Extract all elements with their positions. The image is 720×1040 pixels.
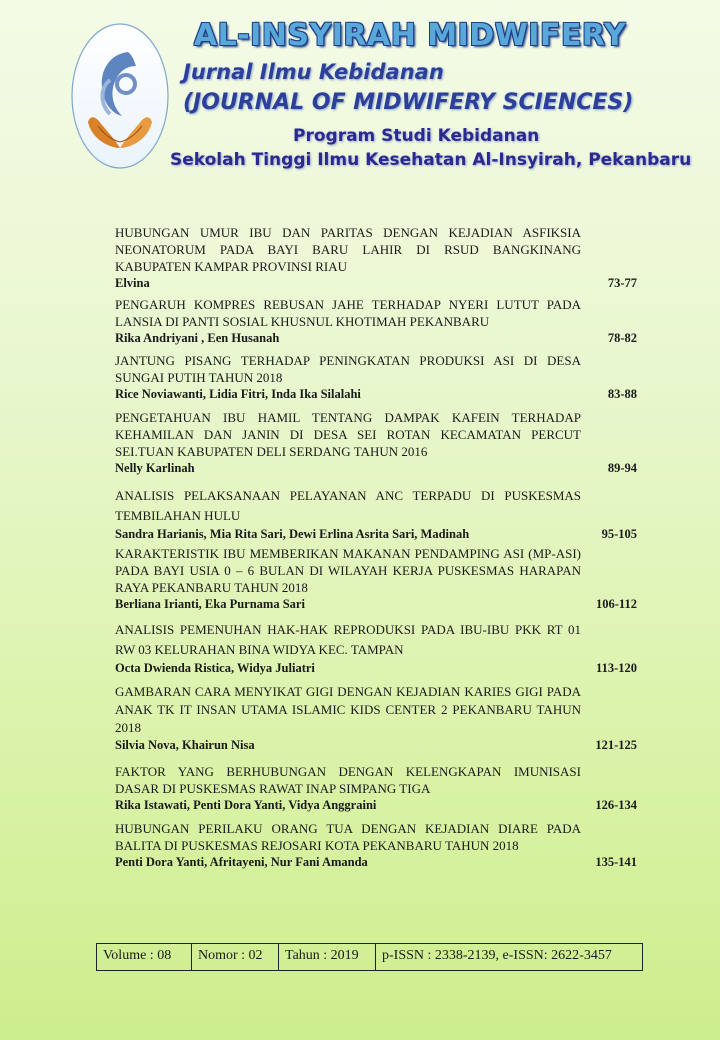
toc-entry: [115, 545, 640, 612]
article-authors: Elvina: [115, 276, 150, 290]
article-pages: 113-120: [596, 661, 637, 675]
journal-subtitle-en: (JOURNAL OF MIDWIFERY SCIENCES): [183, 90, 634, 115]
article-authors: Rika Istawati, Penti Dora Yanti, Vidya Anggraini: [115, 798, 377, 812]
article-title: KARAKTERISTIK IBU MEMBERIKAN MAKANAN PENDAMPING ASI (MP-ASI) PADA BAYI USIA 0 – 6 BULAN DI WILAYAH KERJA PUSKESMAS HARAPAN RAYA PEKANBARU TAHUN 2018: [115, 546, 581, 595]
article-title: ANALISIS PEMENUHAN HAK-HAK REPRODUKSI PADA IBU-IBU PKK RT 01 RW 03 KELURAHAN BINA WIDYA KEC. TAMPAN: [115, 622, 581, 657]
toc-entry: [115, 409, 640, 476]
journal-title: AL-INSYIRAH MIDWIFERY: [193, 18, 627, 53]
article-title: HUBUNGAN PERILAKU ORANG TUA DENGAN KEJADIAN DIARE PADA BALITA DI PUSKESMAS REJOSARI KOTA PEKANBARU TAHUN 2018: [115, 821, 581, 853]
article-title: PENGARUH KOMPRES REBUSAN JAHE TERHADAP NYERI LUTUT PADA LANSIA DI PANTI SOSIAL KHUSNUL KHOTIMAH PEKANBARU: [115, 297, 581, 329]
toc-entry: [115, 820, 640, 870]
issn-cell: p-ISSN : 2338-2139, e-ISSN: 2622-3457: [382, 948, 612, 963]
toc-entry: [115, 486, 640, 542]
article-title: FAKTOR YANG BERHUBUNGAN DENGAN KELENGKAPAN IMUNISASI DASAR DI PUSKESMAS RAWAT INAP SIMPANG TIGA: [115, 764, 581, 796]
toc-entry: [115, 763, 640, 813]
article-pages: 126-134: [595, 798, 637, 812]
midwife-hands-icon: [70, 22, 170, 170]
article-title: HUBUNGAN UMUR IBU DAN PARITAS DENGAN KEJADIAN ASFIKSIA NEONATORUM PADA BAYI BARU LAHIR DI RSUD BANGKINANG KABUPATEN KAMPAR PROVINSI RIAU: [115, 225, 581, 274]
article-authors: Penti Dora Yanti, Afritayeni, Nur Fani Amanda: [115, 855, 368, 869]
issue-cell: Nomor : 02: [192, 944, 279, 970]
article-pages: 106-112: [596, 597, 637, 611]
journal-logo: [70, 22, 170, 170]
toc-entry: [115, 352, 640, 402]
article-title: JANTUNG PISANG TERHADAP PENINGKATAN PRODUKSI ASI DI DESA SUNGAI PUTIH TAHUN 2018: [115, 353, 581, 385]
toc-entry: [115, 224, 640, 291]
article-authors: Berliana Irianti, Eka Purnama Sari: [115, 597, 305, 611]
volume-cell: Volume : 08: [97, 944, 192, 970]
article-title: GAMBARAN CARA MENYIKAT GIGI DENGAN KEJADIAN KARIES GIGI PADA ANAK TK IT INSAN UTAMA ISLAMIC KIDS CENTER 2 PEKANBARU TAHUN 2018: [115, 684, 581, 735]
toc-entry: [115, 620, 640, 676]
toc-entry: [115, 296, 640, 346]
article-pages: 78-82: [607, 331, 637, 345]
institution-name: Sekolah Tinggi Ilmu Kesehatan Al-Insyirah, Pekanbaru: [170, 150, 692, 170]
article-pages: 83-88: [607, 387, 637, 401]
article-pages: 73-77: [607, 276, 637, 290]
article-authors: Silvia Nova, Khairun Nisa: [115, 738, 255, 752]
journal-subtitle-id: Jurnal Ilmu Kebidanan: [183, 60, 444, 84]
article-pages: 95-105: [601, 527, 637, 541]
article-authors: Octa Dwienda Ristica, Widya Juliatri: [115, 661, 315, 675]
toc-entry: [115, 683, 640, 753]
article-authors: Sandra Harianis, Mia Rita Sari, Dewi Erlina Asrita Sari, Madinah: [115, 527, 470, 541]
article-authors: Nelly Karlinah: [115, 461, 195, 475]
article-title: ANALISIS PELAKSANAAN PELAYANAN ANC TERPADU DI PUSKESMAS TEMBILAHAN HULU: [115, 488, 581, 523]
article-authors: Rika Andriyani , Een Husanah: [115, 331, 280, 345]
article-pages: 89-94: [607, 461, 637, 475]
article-pages: 121-125: [595, 738, 637, 752]
study-program: Program Studi Kebidanan: [293, 126, 540, 146]
year-cell: Tahun : 2019: [279, 944, 376, 970]
article-authors: Rice Noviawanti, Lidia Fitri, Inda Ika Silalahi: [115, 387, 361, 401]
publication-info-table: [96, 943, 643, 971]
article-pages: 135-141: [595, 855, 637, 869]
article-title: PENGETAHUAN IBU HAMIL TENTANG DAMPAK KAFEIN TERHADAP KEHAMILAN DAN JANIN DI DESA SEI ROTAN KECAMATAN PERCUT SEI.TUAN KABUPATEN DELI SERDANG TAHUN 2016: [115, 410, 581, 459]
